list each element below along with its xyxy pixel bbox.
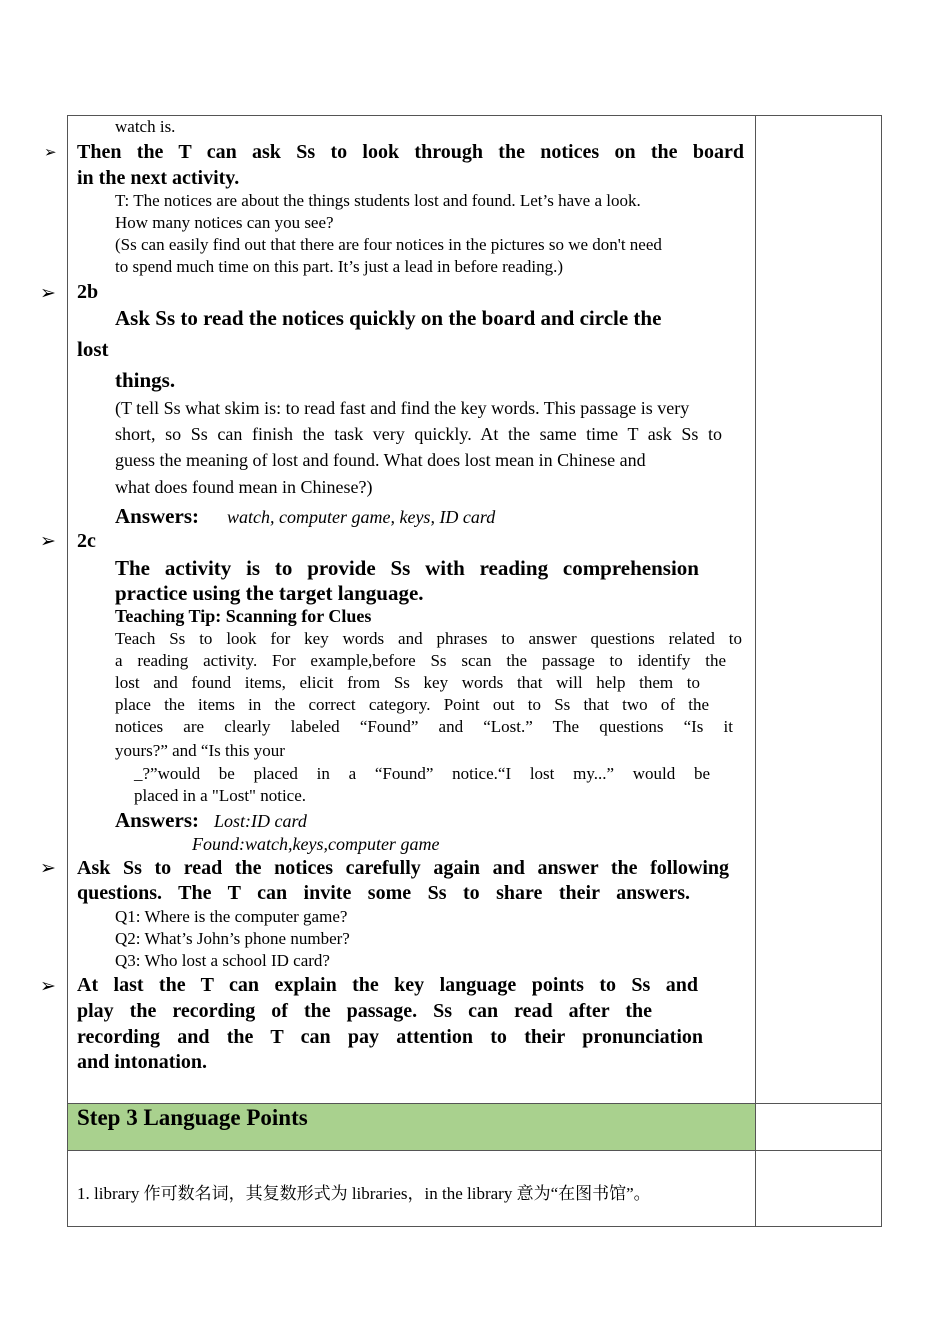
text-line: _?”would be placed in a “Found” notice.“I lost my...” would be xyxy=(134,764,710,783)
text-line: place the items in the correct category. Point out to Ss that two of the xyxy=(115,695,709,714)
answers-label: Answers: xyxy=(115,504,199,528)
answers-value: Found:watch,keys,computer game xyxy=(192,834,440,854)
answers-value: watch, computer game, keys, ID card xyxy=(227,507,496,527)
arrow-bullet-icon: ➢ xyxy=(40,857,56,879)
text-line: (T tell Ss what skim is: to read fast and find the key words. This passage is very xyxy=(115,398,690,418)
instruction-line: questions. The T can invite some Ss to share their answers. xyxy=(77,882,690,904)
column-divider xyxy=(755,116,756,1227)
instruction-line: play the recording of the passage. Ss can read after the xyxy=(77,1000,652,1022)
question-line: Q3: Who lost a school ID card? xyxy=(115,951,330,970)
text-line: a reading activity. For example,before Ss scan the passage to identify the xyxy=(115,651,726,670)
text-line: placed in a "Lost" notice. xyxy=(134,786,307,805)
arrow-bullet-icon: ➢ xyxy=(44,143,57,161)
instruction-line: things. xyxy=(115,368,176,392)
answers-value: Lost:ID card xyxy=(214,811,307,831)
text-line: notices are clearly labeled “Found” and “Lost.” The questions “Is it xyxy=(115,717,733,736)
step-heading: Step 3 Language Points xyxy=(77,1105,308,1130)
arrow-bullet-icon: ➢ xyxy=(40,530,56,552)
instruction-line: and intonation. xyxy=(77,1051,208,1073)
text-line: short, so Ss can finish the task very quickly. At the same time T ask Ss to xyxy=(115,424,722,444)
instruction-line: Then the T can ask Ss to look through the notices on the board xyxy=(77,141,744,163)
instruction-line: Ask Ss to read the notices carefully again and answer the following xyxy=(77,857,729,879)
question-line: Q1: Where is the computer game? xyxy=(115,907,348,926)
text-line: How many notices can you see? xyxy=(115,213,334,232)
instruction-line: recording and the T can pay attention to their pronunciation xyxy=(77,1026,703,1048)
text-line: T: The notices are about the things students lost and found. Let’s have a look. xyxy=(115,191,641,210)
text-line: what does found mean in Chinese?) xyxy=(115,477,373,497)
row-divider xyxy=(68,1103,882,1104)
text-line: watch is. xyxy=(115,117,176,136)
instruction-line: lost xyxy=(77,337,109,361)
arrow-bullet-icon: ➢ xyxy=(40,975,56,997)
language-point: 1. library 作可数名词，其复数形式为 libraries，in the library 意为“在图书馆”。 xyxy=(77,1184,651,1203)
answers-label: Answers: xyxy=(115,808,199,832)
text-line: guess the meaning of lost and found. What does lost mean in Chinese and xyxy=(115,450,646,470)
tip-heading: Teaching Tip: Scanning for Clues xyxy=(115,606,372,626)
text-line: lost and found items, elicit from Ss key words that will help them to xyxy=(115,673,700,692)
section-label: 2b xyxy=(77,281,99,303)
instruction-line: At last the T can explain the key language points to Ss and xyxy=(77,974,698,996)
text-line: (Ss can easily find out that there are four notices in the pictures so we don't need xyxy=(115,235,662,254)
arrow-bullet-icon: ➢ xyxy=(40,282,56,304)
instruction-line: The activity is to provide Ss with reading comprehension xyxy=(115,556,699,580)
text-line: yours?” and “Is this your xyxy=(115,741,285,760)
instruction-line: in the next activity. xyxy=(77,167,240,189)
text-line: to spend much time on this part. It’s just a lead in before reading.) xyxy=(115,257,564,276)
section-label: 2c xyxy=(77,530,96,552)
instruction-line: practice using the target language. xyxy=(115,581,424,605)
text-line: Teach Ss to look for key words and phrases to answer questions related to xyxy=(115,629,742,648)
instruction-line: Ask Ss to read the notices quickly on the board and circle the xyxy=(115,306,662,330)
question-line: Q2: What’s John’s phone number? xyxy=(115,929,350,948)
row-divider xyxy=(68,1150,882,1151)
